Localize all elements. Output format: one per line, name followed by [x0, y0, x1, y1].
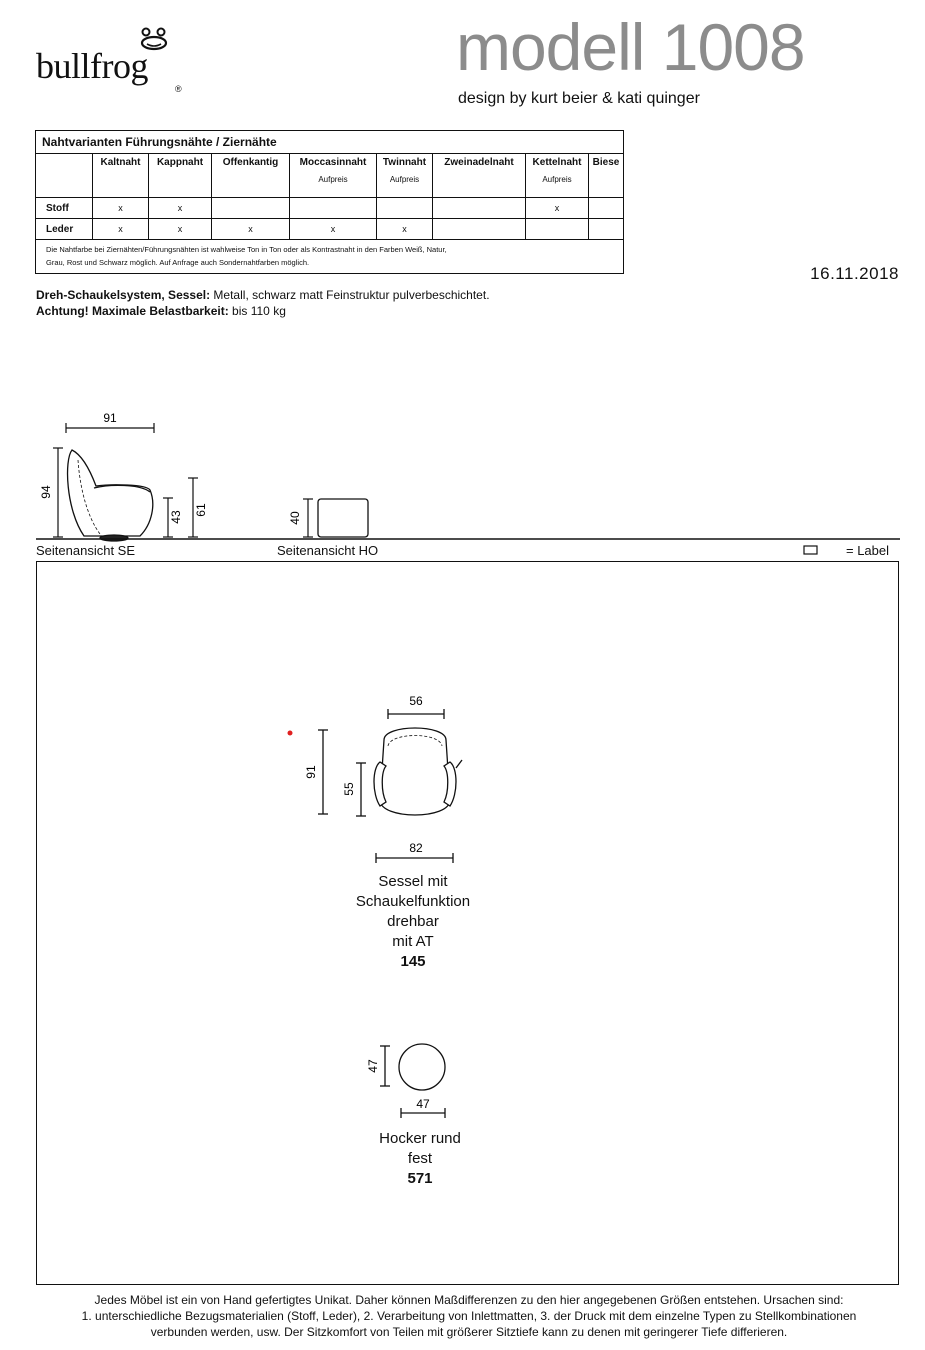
label-legend-icon	[804, 546, 817, 554]
column-header: Offenkantig	[212, 154, 290, 198]
seam-variants-table	[35, 130, 624, 274]
document-date: 16.11.2018	[810, 264, 899, 283]
column-header: Twinnaht Aufpreis	[377, 154, 433, 198]
dimension-label: 40	[288, 511, 302, 525]
hocker-top-view	[360, 1038, 480, 1128]
dimension-label: 56	[409, 694, 423, 708]
dimension-label: 94	[39, 485, 53, 499]
item-label-sessel: Sessel mit Schaukelfunktion drehbar mit AT 145	[355, 873, 471, 970]
side-views-drawing	[0, 400, 925, 570]
column-header: Kaltnaht	[93, 154, 149, 198]
item-label-hocker: Hocker rund fest 571	[379, 1130, 461, 1187]
seam-color-note: Die Nahtfarbe bei Ziernähten/Führungsnähten ist wahlweise Ton in Ton oder als Kontrastnaht in den Farben Weiß, Natur, Grau, Rost und Schwarz möglich. Auf Anfrage auch Sondernahtfarben möglich.	[36, 240, 624, 274]
column-header: Kappnaht	[149, 154, 212, 198]
legend-label-text: = Label	[846, 543, 890, 558]
dimension-label: 91	[304, 765, 318, 779]
seam-table-title: Nahtvarianten Führungsnähte / Ziernähte	[36, 131, 624, 154]
column-header: Zweinadelnaht	[433, 154, 526, 198]
caption-side-view-se: Seitenansicht SE	[36, 543, 136, 558]
dimension-label: 61	[194, 503, 208, 517]
dimension-label: 47	[416, 1097, 430, 1111]
brand-logo-text: bullfrog	[36, 46, 148, 86]
dimension-label: 91	[103, 411, 117, 425]
dimension-label: 47	[366, 1059, 380, 1073]
dimension-height	[53, 448, 63, 537]
dimension-label: 55	[342, 782, 356, 796]
brand-registered-mark: ®	[175, 84, 182, 94]
column-header: Kettelnaht Aufpreis	[526, 154, 589, 198]
column-header: Moccasinnaht Aufpreis	[290, 154, 377, 198]
table-row: Stoff x x x	[36, 198, 624, 219]
column-header: Biese	[589, 154, 624, 198]
dimension-label: 43	[169, 510, 183, 524]
table-row: Leder x x x x x	[36, 219, 624, 240]
mechanism-info: Dreh-Schaukelsystem, Sessel: Metall, schwarz matt Feinstruktur pulverbeschichtet. Achtung! Maximale Belastbarkeit: bis 110 kg	[36, 288, 490, 318]
chair-top-view	[280, 690, 480, 875]
footer-disclaimer: Jedes Möbel ist ein von Hand gefertigtes Unikat. Daher können Maßdifferenzen zu den hier angegebenen Größen entstehen. Ursachen sind: 1. unterschiedliche Bezugsmaterialien (Stoff, Leder), 2. Verarbeitung von Inlettmatten, 3. der Druck mit dem einzelne Typen zu Stellkombinationen verbunden werden, usw. Der Sitzkomfort von Teilen mit größerer Sitztiefe kann zu denen mit geringerer Tiefe differieren.	[81, 1293, 857, 1339]
hocker-side-view	[318, 499, 368, 537]
caption-side-view-ho: Seitenansicht HO	[277, 543, 379, 558]
model-title: modell 1008	[456, 10, 805, 84]
chair-side-view	[68, 450, 153, 541]
designer-credit: design by kurt beier & kati quinger	[458, 90, 700, 107]
table-corner-cell	[36, 154, 93, 198]
red-marker-dot	[288, 731, 293, 736]
dimension-label: 82	[409, 841, 423, 855]
